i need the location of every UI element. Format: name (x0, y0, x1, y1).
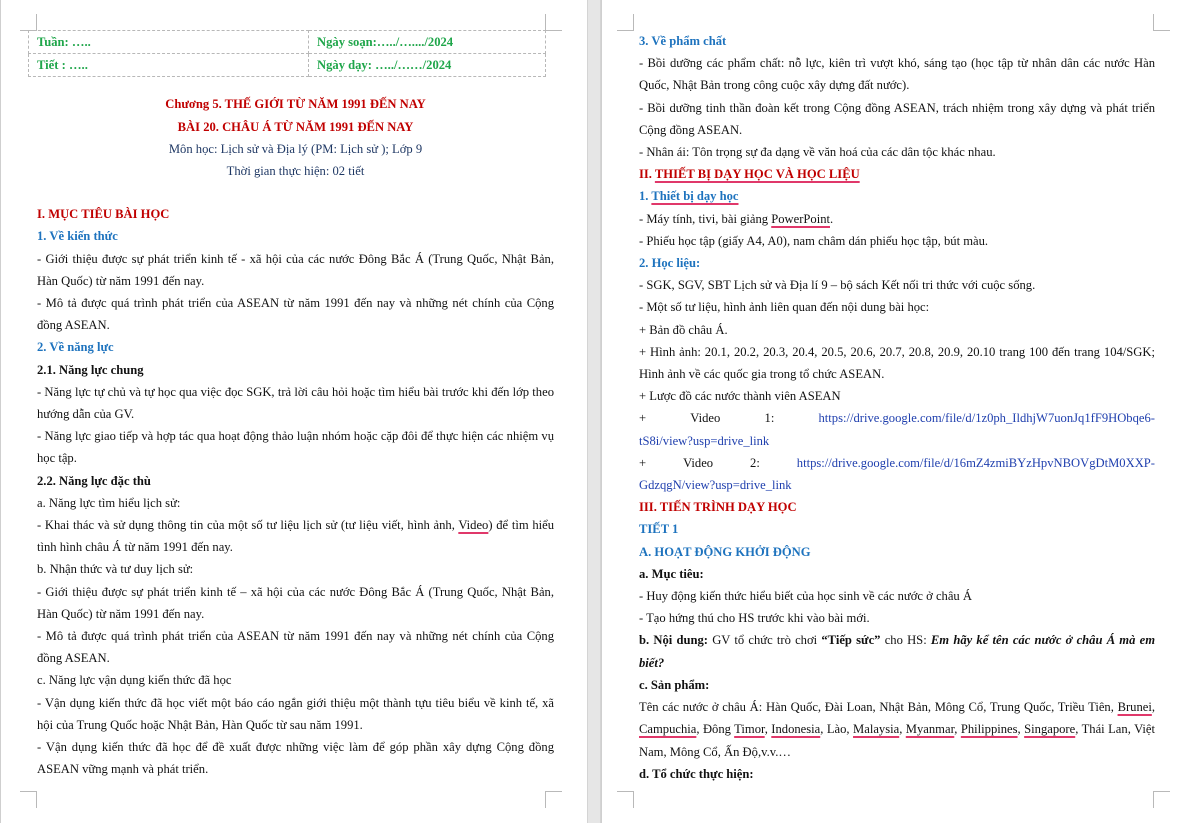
margin-corner-mark (617, 14, 634, 31)
game-name: “Tiếp sức” (821, 633, 881, 648)
paragraph: - Nhân ái: Tôn trọng sự đa dạng về văn hoá của các dân tộc khác nhau. (639, 145, 996, 160)
margin-corner-mark (617, 791, 634, 808)
chapter-title: Chương 5. THẾ GIỚI TỪ NĂM 1991 ĐẾN NAY (165, 97, 426, 112)
text-run: 1: (764, 411, 775, 426)
prep-date-cell[interactable]: Ngày soạn:…../…..../2024 (309, 31, 546, 54)
warmup-activity-heading: A. HOẠT ĐỘNG KHỞI ĐỘNG (639, 544, 811, 559)
text-run: Đông (702, 722, 735, 737)
duration-line: Thời gian thực hiện: 02 tiết (226, 164, 365, 179)
margin-corner-mark (545, 791, 562, 808)
section-1-heading: I. MỤC TIÊU BÀI HỌC (37, 207, 170, 222)
materials-heading: 2. Học liệu: (639, 256, 701, 271)
product-heading: c. Sản phẩm: (639, 677, 710, 692)
margin-corner-mark (1153, 14, 1170, 31)
spellcheck-flagged-word[interactable]: Singapore (1024, 722, 1076, 737)
spellcheck-flagged-word[interactable]: Malaysia (853, 722, 900, 737)
spellcheck-flagged-word[interactable]: Myanmar (905, 722, 955, 737)
section-2-heading (639, 163, 1155, 185)
text-run: GV tổ chức trò chơi (707, 633, 822, 648)
paragraph: - Giới thiệu được sự phát triển kinh tế – xã hội của các nước Đông Bắc Á (Trung Quốc, Nhật Bản, Hàn Quốc) từ năm 1991 đến nay. (37, 584, 554, 621)
paragraph: - Năng lực giao tiếp và hợp tác qua hoạt động thảo luận nhóm hoặc cặp đôi để thực hiện các nhiệm vụ học tập. (37, 429, 554, 466)
lesson-title: BÀI 20. CHÂU Á TỪ NĂM 1991 ĐẾN NAY (177, 119, 414, 134)
competence-heading: 2. Về năng lực (37, 340, 114, 355)
text-run: 2: (750, 455, 760, 470)
paragraph: - Phiếu học tập (giấy A4, A0), nam châm dán phiếu học tập, bút màu. (639, 233, 989, 248)
qualities-heading: 3. Về phẩm chất (639, 34, 727, 48)
spellcheck-flagged-heading[interactable]: THIẾT BỊ DẠY HỌC VÀ HỌC LIỆU (654, 167, 860, 182)
paragraph: - Mô tả được quá trình phát triển của ASEAN từ năm 1991 đến nay và những nét chính của Cộng đồng ASEAN. (37, 629, 554, 666)
text-run: . (830, 211, 834, 226)
paragraph: - Năng lực tự chủ và tự học qua việc đọc SGK, trả lời câu hỏi hoặc tìm hiểu bài trước khi đến lớp theo hướng dẫn của GV. (37, 384, 554, 422)
period-1-heading: TIẾT 1 (639, 522, 679, 537)
margin-corner-mark (20, 791, 37, 808)
paragraph: + Hình ảnh: 20.1, 20.2, 20.3, 20.4, 20.5, 20.6, 20.7, 20.8, 20.9, 20.10 trang 100 đến trang 104/SGK; Hình ảnh về các quốc gia trong tổ chức ASEAN. (639, 344, 1155, 382)
spellcheck-flagged-word[interactable]: Campuchia (639, 722, 697, 737)
text-run: Tên các nước ở châu Á: Hàn Quốc, Đài Loan, Nhật Bản, Mông Cổ, Trung Quốc, Triều Tiên, (639, 700, 1118, 715)
text-run: 1. (639, 189, 652, 204)
video-2-line (639, 452, 1155, 474)
text-run: + (639, 455, 647, 470)
video-1-link[interactable]: https://drive.google.com/file/d/1z0ph_IldhjW7uonJq1fF9HObqe6- (818, 411, 1155, 426)
general-competence-heading: 2.1. Năng lực chung (37, 362, 144, 377)
spellcheck-flagged-word[interactable]: Brunei (1117, 700, 1152, 715)
paragraph: c. Năng lực vận dụng kiến thức đã học (37, 673, 232, 688)
paragraph: - Huy động kiến thức hiểu biết của học sinh về các nước ở châu Á (639, 589, 972, 604)
subject-line: Môn học: Lịch sử và Địa lý (PM: Lịch sử ); Lớp 9 (168, 141, 423, 156)
content-label: b. Nội dung: (639, 633, 708, 648)
text-run: ) để tìm hiểu tình hình châu Á từ năm 1991 đến nay. (37, 518, 554, 555)
paragraph (639, 208, 1155, 230)
paragraph: - SGK, SGV, SBT Lịch sử và Địa lí 9 – bộ sách Kết nối tri thức với cuộc sống. (639, 278, 1036, 293)
paragraph: - Bồi dưỡng tinh thần đoàn kết trong Cộng đồng ASEAN, trách nhiệm trong xây dựng và phát triển Cộng đồng ASEAN. (639, 100, 1155, 137)
video-1-line (639, 407, 1155, 429)
paragraph: + Lược đồ các nước thành viên ASEAN (639, 389, 841, 404)
text-run: cho HS: (880, 633, 931, 648)
spellcheck-flagged-word[interactable]: Video (458, 518, 489, 533)
paragraph: - Giới thiệu được sự phát triển kinh tế - xã hội của các nước Đông Bắc Á (Trung Quốc, Nhật Bản, Hàn Quốc) từ năm 1991 đến nay. (37, 251, 554, 288)
knowledge-heading: 1. Về kiến thức (37, 229, 118, 244)
spellcheck-flagged-heading[interactable]: Thiết bị dạy học (651, 189, 739, 204)
header-info-table (28, 30, 546, 77)
text-run: Lào, (826, 722, 854, 737)
text-run: + (639, 411, 647, 426)
margin-corner-mark (545, 14, 562, 31)
spellcheck-flagged-word[interactable]: Timor (734, 722, 765, 737)
text-run: Video (683, 455, 714, 470)
page-1-body[interactable] (37, 30, 554, 781)
paragraph: - Vận dụng kiến thức đã học để đề xuất được những việc làm để góp phần xây dựng Cộng đồng ASEAN vững mạnh và phát triển. (37, 740, 554, 777)
video-2-link-cont[interactable]: GdzqgN/view?usp=drive_link (639, 478, 792, 493)
text-run: - Máy tính, tivi, bài giảng (639, 211, 772, 226)
paragraph: - Mô tả được quá trình phát triển của ASEAN từ năm 1991 đến nay và những nét chính của Cộng đồng ASEAN. (37, 296, 554, 333)
text-run: II. (639, 167, 655, 182)
spellcheck-flagged-word[interactable]: PowerPoint (771, 211, 830, 226)
text-run: - Khai thác và sử dụng thông tin của một số tư liệu lịch sử (tư liệu viết, hình ảnh, (37, 518, 459, 533)
week-cell[interactable]: Tuần: ….. (29, 31, 309, 54)
page-separator (587, 0, 601, 823)
document-page-1[interactable] (0, 0, 587, 823)
content-paragraph (639, 629, 1155, 673)
paragraph: - Tạo hứng thú cho HS trước khi vào bài mới. (639, 611, 870, 626)
text-run: Thái Lan, Việt Nam, Mông Cổ, Ấn Độ,v.v.… (639, 722, 1155, 759)
spellcheck-flagged-word[interactable]: Indonesia (771, 722, 821, 737)
organization-heading: d. Tổ chức thực hiện: (639, 766, 754, 781)
paragraph: b. Nhận thức và tư duy lịch sử: (37, 562, 194, 577)
video-2-link[interactable]: https://drive.google.com/file/d/16mZ4zmiBYzHpvNBOVgDtM0XXP- (796, 455, 1155, 470)
page-2-body[interactable] (639, 30, 1155, 785)
document-page-2[interactable] (601, 0, 1182, 823)
video-1-link-cont[interactable]: tS8i/view?usp=drive_link (639, 433, 770, 448)
paragraph: a. Năng lực tìm hiểu lịch sử: (37, 495, 181, 510)
margin-corner-mark (20, 14, 37, 31)
countries-paragraph: Tên các nước ở châu Á: Hàn Quốc, Đài Loan, Nhật Bản, Mông Cổ, Trung Quốc, Triều Tiên, Brunei, Campuchia, Đông Timor, Indonesia, Lào, Malaysia, Myanmar, Philippines, Singapore, Thái Lan, Việt Nam, Mông Cổ, Ấn Độ,v.v.… (639, 700, 1155, 759)
teach-date-cell[interactable]: Ngày dạy: …../……/2024 (309, 54, 546, 77)
paragraph: - Vận dụng kiến thức đã học viết một báo cáo ngắn giới thiệu một thành tựu tiêu biểu về kinh tế, xã hội của Trung Quốc hoặc Nhật Bản, Hàn Quốc từ sau năm 1991. (37, 695, 554, 732)
margin-corner-mark (1153, 791, 1170, 808)
question-text: Em hãy kể tên các nước ở châu Á mà em biết? (639, 633, 1155, 670)
equipment-heading (639, 185, 1155, 207)
text-run: Video (690, 411, 721, 426)
specific-competence-heading: 2.2. Năng lực đặc thù (37, 473, 151, 488)
paragraph: - Bồi dưỡng các phẩm chất: nỗ lực, kiên trì vượt khó, sáng tạo (học tập từ nhân dân các nước Hàn Quốc, Nhật Bản trong công cuộc xây dựng đất nước). (639, 56, 1155, 93)
spellcheck-flagged-word[interactable]: Philippines (960, 722, 1018, 737)
spacer (37, 182, 554, 203)
paragraph: + Bản đồ châu Á. (639, 322, 728, 337)
period-cell[interactable]: Tiết : ….. (29, 54, 309, 77)
paragraph: - Một số tư liệu, hình ảnh liên quan đến nội dung bài học: (639, 300, 930, 315)
section-3-heading: III. TIẾN TRÌNH DẠY HỌC (639, 500, 797, 515)
goal-heading: a. Mục tiêu: (639, 566, 704, 581)
paragraph (37, 514, 554, 558)
